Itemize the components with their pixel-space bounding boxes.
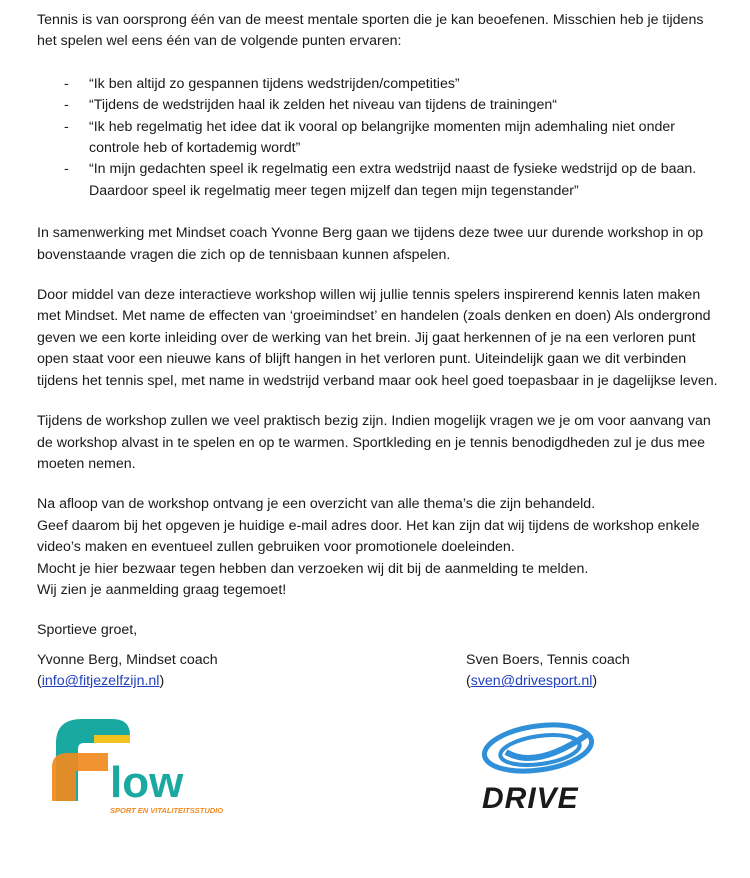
- quote-list: [37, 74, 727, 202]
- closing-line: Na afloop van de workshop ontvang je een overzicht van alle thema’s die zijn behandeld.: [37, 496, 596, 513]
- intro-paragraph: Tennis is van oorsprong één van de meest mentale sporten die je kan beoefenen. Misschien heb je tijdens het spelen wel eens één van de volgende punten ervaren:: [37, 12, 704, 50]
- signature-name: Yvonne Berg, Mindset coach: [37, 652, 218, 668]
- quote-item: - “Ik ben altijd zo gespannen tijdens wedstrijden/competities”: [37, 74, 727, 95]
- quote-item: - “In mijn gedachten speel ik regelmatig een extra wedstrijd naast de fysieke wedstrijd op de baan. Daardoor speel ik regelmatig meer tegen mijzelf dan tegen mijn tegenstander”: [37, 159, 727, 202]
- closing-line: Geef daarom bij het opgeven je huidige e-mail adres door. Het kan zijn dat wij tijdens de workshop enkele video’s maken en eventueel zullen gebruiken voor promotionele doeleinden.: [37, 517, 700, 556]
- signature-email-line: (info@fitjezelfzijn.nl): [37, 673, 165, 690]
- email-link[interactable]: sven@drivesport.nl: [470, 673, 593, 690]
- signature-right: [466, 650, 630, 693]
- quote-item: - “Ik heb regelmatig het idee dat ik vooral op belangrijke momenten mijn ademhaling niet onder controle heb of kortademig wordt”: [37, 117, 727, 160]
- flow-tagline: SPORT EN VITALITEITSSTUDIO: [110, 806, 224, 815]
- flow-wordmark: low: [110, 758, 184, 807]
- signature-name: Sven Boers, Tennis coach: [466, 652, 630, 668]
- flow-logo: [42, 705, 242, 825]
- paragraph-collaboration: In samenwerking met Mindset coach Yvonne Berg gaan we tijdens deze twee uur durende workshop in op bovenstaande vragen die zich op de tennisbaan kunnen afspelen.: [37, 225, 704, 263]
- signature-email-line: (sven@drivesport.nl): [466, 673, 598, 690]
- email-link[interactable]: info@fitjezelfzijn.nl: [41, 673, 160, 690]
- quote-item: - “Tijdens de wedstrijden haal ik zelden het niveau van tijdens de trainingen“: [37, 95, 727, 116]
- letter-body: [37, 10, 727, 642]
- closing-block: [37, 494, 727, 601]
- closing-line: Mocht je hier bezwaar tegen hebben dan verzoeken wij dit bij de aanmelding te melden.: [37, 560, 589, 577]
- drive-wordmark: DRIVE: [482, 782, 579, 815]
- signature-left: [37, 650, 218, 693]
- greeting: Sportieve groet,: [37, 622, 138, 639]
- paragraph-practical: Tijdens de workshop zullen we veel praktisch bezig zijn. Indien mogelijk vragen we je om voor aanvang van de workshop alvast in te spelen en op te warmen. Sportkleding en je tennis benodigdheden zul je dus mee moeten nemen.: [37, 413, 711, 472]
- drive-logo: [476, 712, 616, 822]
- paragraph-workshop: Door middel van deze interactieve workshop willen wij jullie tennis spelers inspirerend kennis laten maken met Mindset. Met name de effecten van ‘groeimindset’ en handelen (zoals denken en doen) Als ondergrond geven we een korte inleiding over de werking van het brein. Jij gaat herkennen of je na een verloren punt open staat voor een nieuwe kans of blijft hangen in het verloren punt. Uiteindelijk gaan we dit verbinden tijdens het tennis spel, met name in wedstrijd verband maar ook heel goed toepasbaar in je dagelijkse leven.: [37, 287, 718, 389]
- closing-line: Wij zien je aanmelding graag tegemoet!: [37, 581, 287, 598]
